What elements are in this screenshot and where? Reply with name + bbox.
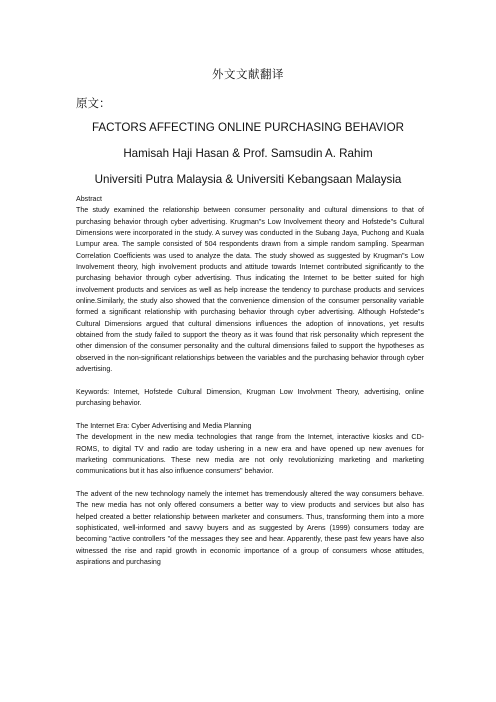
article-affiliations: Universiti Putra Malaysia & Universiti Kebangsaan Malaysia (94, 173, 402, 186)
article-body (76, 194, 424, 568)
abstract-text: The study examined the relationship between consumer personality and cultural dimensions to that of purchasing behavior through cyber advertising. Krugman"s Low Involvement theory and Hofstede"s Cultural Dimensions were incorporated in the study. A survey was conducted in the Subang Jaya, Puchong and Kuala Lumpur area. The sample consisted of 504 respondents drawn from a simple random sampling. Spearman Correlation Coefficients was used to analyze the data. The study showed as suggested by Krugman"s Low Involvement theory, high involvement products and attitude towards Internet contributed significantly to the purchasing behavior through cyber advertising. Thus indicating the Internet to be better suited for high involvement products and services as well as help increase the tendency to purchase products and services online.Similarly, the study also showed that the convenience dimension of the consumer personality variable formed a significant relationship with purchasing behavior through cyber advertising. Although Hofstede"s Cultural Dimensions argued that cultural dimensions influences the adoption of innovations, yet results obtained from the study failed to support the theory as it was found that risk personality which represent the other dimension of the consumer personality and the cultural dimensions failed to support the hypotheses as observed in the non-significant relationships between the variables and the purchasing behavior through cyber advertising. (76, 206, 424, 374)
article-authors: Hamisah Haji Hasan & Prof. Samsudin A. Rahim (123, 147, 373, 160)
document-heading: 外文文献翻译 (212, 67, 284, 81)
keywords-text: Keywords: Internet, Hofstede Cultural Dimension, Krugman Low Involvment Theory, advertising, online purchasing behavior. (76, 387, 424, 408)
article-title: FACTORS AFFECTING ONLINE PURCHASING BEHAVIOR (91, 121, 404, 134)
section-heading: The Internet Era: Cyber Advertising and Media Planning (76, 421, 252, 430)
abstract-heading: Abstract (76, 195, 103, 203)
original-text-label: 原文： (76, 96, 111, 110)
body-paragraph: The development in the new media technologies that range from the Internet, interactive kiosks and CD-ROMS, to digital TV and radio are today ushering in a new era and have opened up new avenues for marketing communications. These new media are not only revolutionizing marketing and marketing communications but it has also influence consumers" behavior. (76, 433, 424, 476)
body-paragraph: The advent of the new technology namely the internet has tremendously altered the way consumers behave. The new media has not only offered consumers a better way to view products and services but also has helped created a better relationship between marketer and consumers. Thus, transforming them into a more sophisticated, well-informed and savvy buyers and as suggested by Arens (1999) consumers today are becoming "active controllers "of the messages they see and hear. Apparently, these past few years have also witnessed the rise and rapid growth in economic importance of a group of consumers whose attitudes, aspirations and purchasing (76, 489, 424, 566)
